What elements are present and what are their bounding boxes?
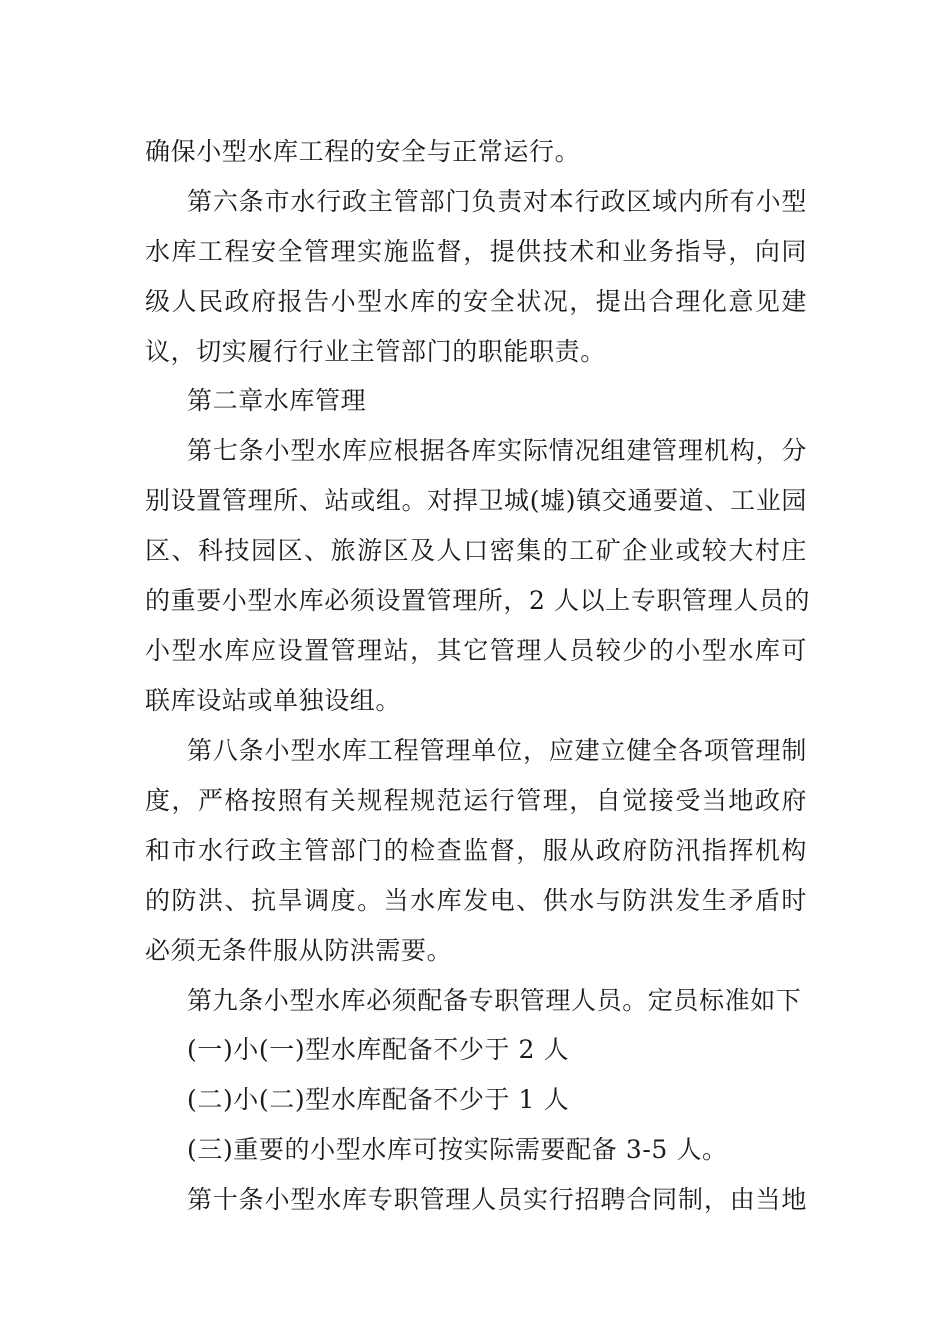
list-item: (三)重要的小型水库可按实际需要配备 3-5 人。 xyxy=(187,1135,728,1164)
text-line: 级人民政府报告小型水库的安全状况，提出合理化意见建 xyxy=(145,287,807,316)
text-line: 的防洪、抗旱调度。当水库发电、供水与防洪发生矛盾时 xyxy=(145,886,807,915)
text-line: 第十条小型水库专职管理人员实行招聘合同制，由当地 xyxy=(187,1185,807,1214)
chapter-heading: 第二章水库管理 xyxy=(187,386,367,415)
text-line: 度，严格按照有关规程规范运行管理，自觉接受当地政府 xyxy=(145,786,807,815)
text-line: 第六条市水行政主管部门负责对本行政区域内所有小型 xyxy=(187,187,807,216)
text-line: 的重要小型水库必须设置管理所，2 人以上专职管理人员的 xyxy=(145,586,811,615)
text-line: 区、科技园区、旅游区及人口密集的工矿企业或较大村庄 xyxy=(145,536,807,565)
text-line: 确保小型水库工程的安全与正常运行。 xyxy=(145,137,581,166)
text-line: 议，切实履行行业主管部门的职能职责。 xyxy=(145,337,606,366)
list-item: (二)小(二)型水库配备不少于 1 人 xyxy=(187,1085,570,1114)
text-line: 水库工程安全管理实施监督，提供技术和业务指导，向同 xyxy=(145,237,807,266)
text-line: 第九条小型水库必须配备专职管理人员。定员标准如下 xyxy=(187,986,802,1015)
list-item: (一)小(一)型水库配备不少于 2 人 xyxy=(187,1035,570,1064)
text-line: 联库设站或单独设组。 xyxy=(145,686,402,715)
text-line: 小型水库应设置管理站，其它管理人员较少的小型水库可 xyxy=(145,636,807,665)
text-line: 第七条小型水库应根据各库实际情况组建管理机构，分 xyxy=(187,436,807,465)
text-line: 别设置管理所、站或组。对捍卫城(墟)镇交通要道、工业园 xyxy=(145,486,807,515)
text-line: 和市水行政主管部门的检查监督，服从政府防汛指挥机构 xyxy=(145,836,807,865)
text-line: 必须无条件服从防洪需要。 xyxy=(145,936,453,965)
text-line: 第八条小型水库工程管理单位，应建立健全各项管理制 xyxy=(187,736,807,765)
